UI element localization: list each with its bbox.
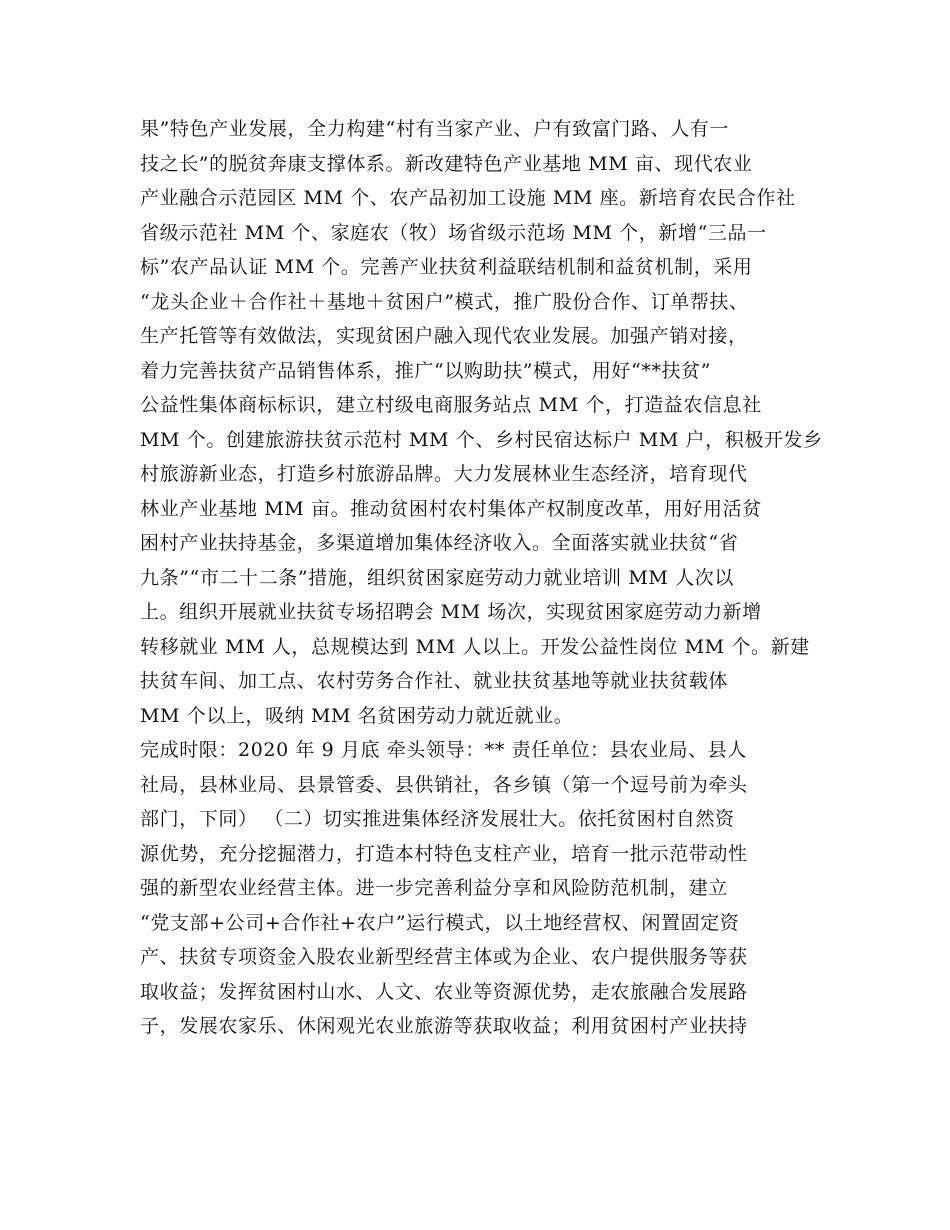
text-line: 果”特色产业发展，全力构建“村有当家产业、户有致富门路、人有一 <box>140 118 730 140</box>
text-line: 九条”“市二十二条”措施，组织贫困家庭劳动力就业培训 MM 人次以 <box>140 566 734 589</box>
text-line: 省级示范社 MM 个、家庭农（牧）场省级示范场 MM 个，新增“三品一 <box>140 221 767 244</box>
text-line: 生产托管等有效做法，实现贫困户融入现代农业发展。加强产销对接， <box>140 325 748 347</box>
text-line: 部门，下同） （二）切实推进集体经济发展壮大。依托贫困村自然资 <box>140 808 735 830</box>
text-line: 转移就业 MM 人，总规模达到 MM 人以上。开发公益性岗位 MM 个。新建 <box>140 635 810 658</box>
text-line: MM 个。创建旅游扶贫示范村 MM 个、乡村民宿达标户 MM 户，积极开发乡 <box>140 428 823 451</box>
text-line: 村旅游新业态，打造乡村旅游品牌。大力发展林业生态经济，培育现代 <box>140 463 748 485</box>
text-line: 产、扶贫专项资金入股农业新型经营主体或为企业、农户提供服务等获 <box>140 946 748 968</box>
text-line: 公益性集体商标标识，建立村级电商服务站点 MM 个，打造益农信息社 <box>140 394 762 416</box>
text-line: 技之长”的脱贫奔康支撑体系。新改建特色产业基地 MM 亩、现代农业 <box>140 152 753 175</box>
text-line: “龙头企业＋合作社＋基地＋贫困户”模式，推广股份合作、订单帮扶、 <box>140 290 749 313</box>
text-line: 产业融合示范园区 MM 个、农产品初加工设施 MM 座。新培育农民合作社 <box>140 187 796 209</box>
text-line: 强的新型农业经营主体。进一步完善利益分享和风险防范机制，建立 <box>140 877 729 899</box>
text-line: 困村产业扶持基金，多渠道增加集体经济收入。全面落实就业扶贫“省 <box>140 532 739 554</box>
text-line: 上。组织开展就业扶贫专场招聘会 MM 场次，实现贫困家庭劳动力新增 <box>140 601 762 623</box>
text-line: 子，发展农家乐、休闲观光农业旅游等获取收益；利用贫困村产业扶持 <box>140 1015 748 1037</box>
text-line: MM 个以上，吸纳 MM 名贫困劳动力就近就业。 <box>140 704 574 727</box>
text-line: 着力完善扶贫产品销售体系，推广“以购助扶”模式，用好“**扶贫” <box>140 359 712 382</box>
text-line: 林业产业基地 MM 亩。推动贫困村农村集体产权制度改革，用好用活贫 <box>140 497 762 520</box>
text-line: 源优势，充分挖掘潜力，打造本村特色支柱产业，培育一批示范带动性 <box>140 842 748 865</box>
text-line: “党支部+公司+合作社+农户”运行模式，以土地经营权、闲置固定资 <box>140 911 740 934</box>
text-line: 扶贫车间、加工点、农村劳务合作社、就业扶贫基地等就业扶贫载体 <box>140 670 729 692</box>
text-line: 社局，县林业局、县景管委、县供销社，各乡镇（第一个逗号前为牵头 <box>140 773 748 796</box>
document-body <box>140 112 830 1044</box>
text-line: 标”农产品认证 MM 个。完善产业扶贫利益联结机制和益贫机制，采用 <box>140 256 753 278</box>
text-line: 取收益；发挥贫困村山水、人文、农业等资源优势，走农旅融合发展路 <box>140 980 748 1003</box>
text-line: 完成时限：2020 年 9 月底 牵头领导：** 责任单位：县农业局、县人 <box>140 739 747 761</box>
